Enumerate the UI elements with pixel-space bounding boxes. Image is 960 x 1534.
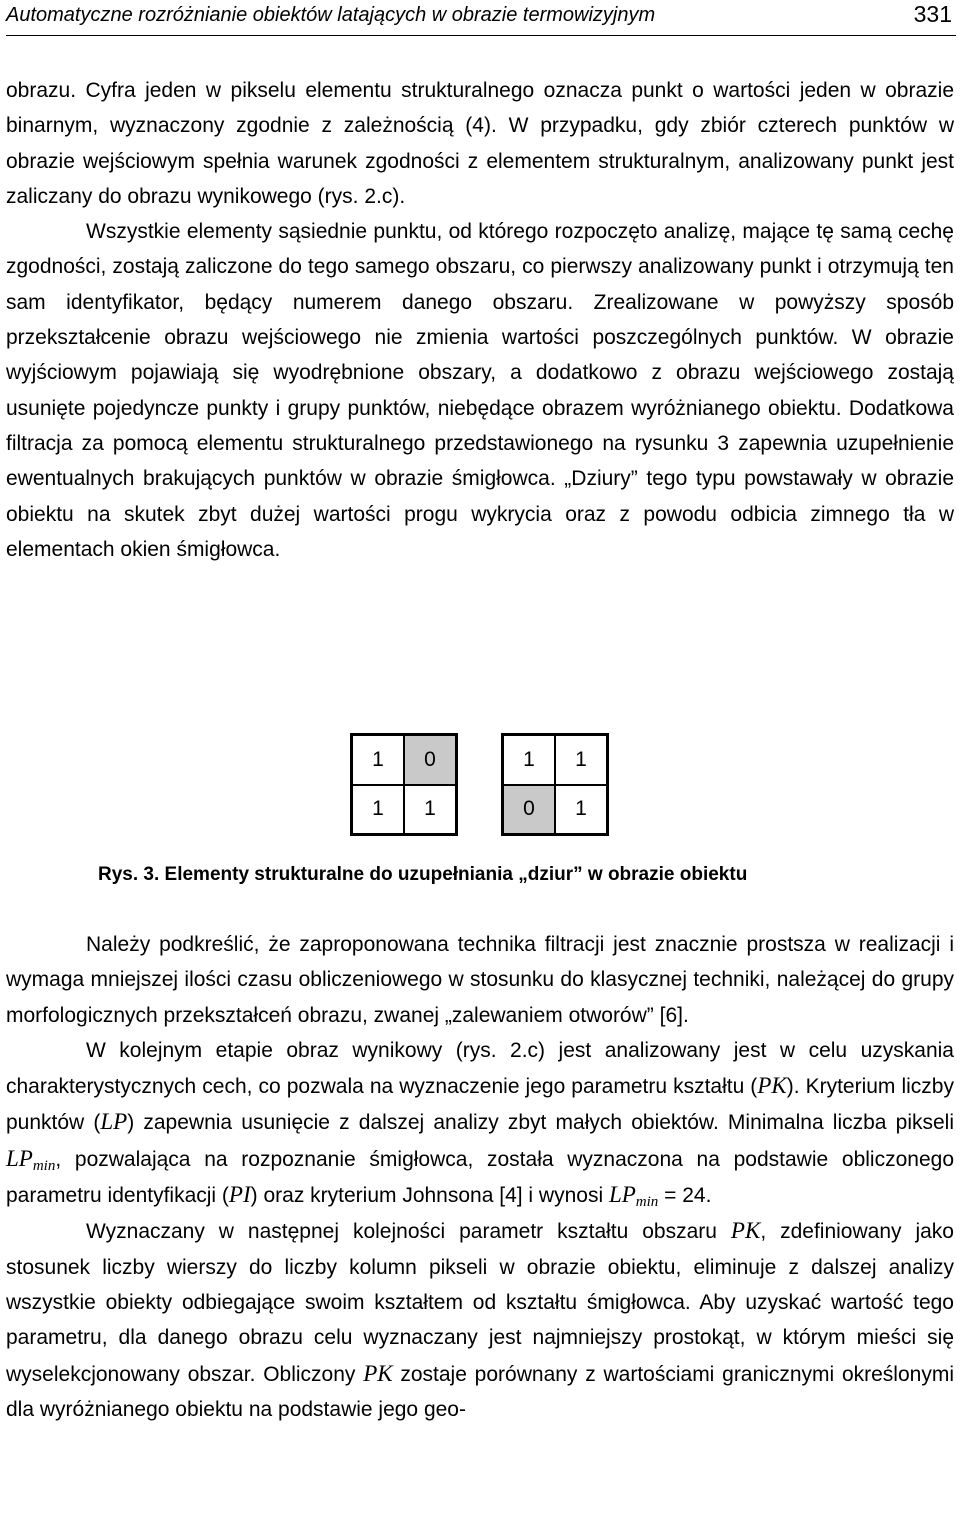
body-text-top	[6, 73, 954, 567]
page-number: 331	[913, 1, 952, 27]
running-header	[6, 0, 956, 36]
math-pi: PI	[228, 1182, 251, 1208]
paragraph: Należy podkreślić, że zaproponowana technika filtracji jest znacznie prostsza w realizacji i wymaga mniejszej ilości czasu obliczeniowego w stosunku do klasycznej techniki, należącej do grupy morfologicznych przekształceń obrazu, zwanej „zalewaniem otworów” [6].	[6, 933, 954, 1027]
figure-caption: Rys. 3. Elementy strukturalne do uzupełniania „dziur” w obrazie obiektu	[98, 864, 748, 885]
math-lp-min: $LP_{min}$	[608, 1182, 659, 1211]
math-pk: PK	[757, 1073, 787, 1099]
running-title: Automatyczne rozróżnianie obiektów latających w obrazie termowizyjnym	[6, 4, 656, 26]
grid-cell: 1	[555, 785, 607, 835]
grid-cell: 1	[352, 735, 404, 785]
math-lp-min: $LP_{min}$	[6, 1145, 56, 1174]
paragraph: Wszystkie elementy sąsiednie punktu, od którego rozpoczęto analizę, mające tę samą cechę zgodności, zostają zaliczone do tego samego obszaru, co pierwszy analizowany punkt i otrzymują ten sam identyfikator, będący numerem danego obszaru. Zrealizowane w powyższy sposób przekształcenie obrazu wejściowego nie zmienia wartości poszczególnych punktów. W obrazie wyjściowym pojawiają się wyodrębnione obszary, a dodatkowo z obrazu wejściowego zostają usunięte pojedyncze punkty i grupy punktów, niebędące obrazem wyróżnianego obiektu. Dodatkowa filtracja za pomocą elementu strukturalnego przedstawionego na rysunku 3 zapewnia uzupełnienie ewentualnych brakujących punktów w obrazie śmigłowca. „Dziury” tego typu powstawały w obrazie obiektu na skutek zbyt dużej wartości progu wykrycia oraz z powodu odbicia zimnego tła w elementach okien śmigłowca.	[6, 220, 954, 561]
grid-cell: 1	[352, 785, 404, 835]
grid-cell-center: 0	[503, 785, 555, 835]
structural-element-left	[350, 733, 458, 836]
paragraph: Wyznaczany w następnej kolejności parametr kształtu obszaru PK, zdefiniowany jako stosunek liczby wierszy do liczby kolumn pikseli w obrazie obiektu, eliminuje z dalszej analizy wszystkie obiekty odbiegające swoim kształtem od kształtu śmigłowca. Aby uzyskać wartość tego parametru, dla danego obrazu celu wyznaczany jest najmniejszy prostokąt, w którym mieści się wyselekcjonowany obszar. Obliczony PK zostaje porównany z wartościami granicznymi określonymi dla wyróżnianego obiektu na podstawie jego geo-	[6, 1218, 954, 1421]
grid-cell: 1	[503, 735, 555, 785]
structural-element-right	[501, 733, 609, 836]
grid-cell-center: 0	[404, 735, 456, 785]
paragraph: W kolejnym etapie obraz wynikowy (rys. 2.c) jest analizowany jest w celu uzyskania charakterystycznych cech, co pozwala na wyznaczenie jego parametru kształtu (PK). Kryterium liczby punktów (LP) zapewnia usunięcie z dalszej analizy zbyt małych obiektów. Minimalna liczba pikseli $LP_{min}$, pozwalająca na rozpoznanie śmigłowca, została wyznaczona na podstawie obliczonego parametru identyfikacji (PI) oraz kryterium Johnsona [4] i wynosi $LP_{min} = 24$.	[6, 1038, 954, 1211]
math-pk: PK	[363, 1360, 393, 1386]
grid-cell: 1	[555, 735, 607, 785]
paragraph: obrazu. Cyfra jeden w pikselu elementu strukturalnego oznacza punkt o wartości jeden w obrazie binarnym, wyznaczony zgodnie z zależnością (4). W przypadku, gdy zbiór czterech punktów w obrazie wejściowym spełnia warunek zgodności z elementem strukturalnym, analizowany punkt jest zaliczany do obrazu wynikowego (rys. 2.c).	[6, 79, 954, 208]
grid-cell: 1	[404, 785, 456, 835]
math-lp: LP	[100, 1109, 128, 1135]
body-text-bottom	[6, 927, 954, 1427]
math-pk: PK	[730, 1218, 761, 1244]
